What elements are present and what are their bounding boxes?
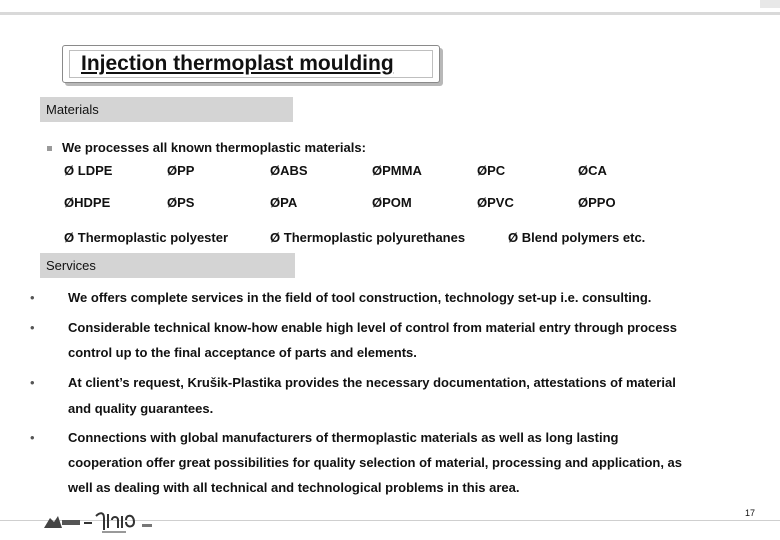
- materials-intro-text: We processes all known thermoplastic materials:: [62, 140, 366, 155]
- arrow-bullet-icon: Ø: [270, 195, 281, 210]
- material-item: [270, 163, 308, 178]
- arrow-bullet-icon: Ø: [372, 163, 383, 178]
- service-line: Considerable technical know-how enable high level of control from material entry through process: [68, 320, 677, 335]
- arrow-bullet-icon: Ø: [64, 163, 75, 178]
- arrow-bullet-icon: Ø: [167, 163, 178, 178]
- page-number: 17: [745, 508, 756, 518]
- service-line: well as dealing with all technical and technological problems in this area.: [68, 480, 520, 495]
- material-item: [372, 163, 422, 178]
- arrow-bullet-icon: Ø: [578, 195, 589, 210]
- arrow-bullet-icon: Ø: [167, 195, 178, 210]
- top-divider: [0, 12, 780, 15]
- material-label: POM: [382, 195, 412, 210]
- materials-intro: [47, 140, 366, 155]
- material-item: [372, 195, 412, 210]
- slide-title: Injection thermoplast moulding: [81, 52, 394, 75]
- arrow-bullet-icon: Ø: [270, 163, 281, 178]
- services-heading: Services: [46, 258, 96, 273]
- material-label: PPO: [588, 195, 616, 210]
- krusik-plastika-logo: [42, 510, 182, 536]
- arrow-bullet-icon: Ø: [477, 195, 488, 210]
- bullet-dot-icon: •: [30, 430, 35, 445]
- arrow-bullet-icon: Ø: [372, 195, 383, 210]
- material-item: [477, 163, 505, 178]
- material-label: LDPE: [77, 163, 113, 178]
- materials-heading-bar: [40, 97, 293, 122]
- service-line: control up to the final acceptance of parts and elements.: [68, 345, 417, 360]
- material-label: PVC: [487, 195, 514, 210]
- arrow-bullet-icon: Ø: [578, 163, 589, 178]
- service-line: Connections with global manufacturers of thermoplastic materials as well as long lasting: [68, 430, 619, 445]
- arrow-bullet-icon: Ø: [64, 195, 75, 210]
- arrow-bullet-icon: Ø: [270, 230, 281, 245]
- material-item: [64, 163, 112, 178]
- material-item: [578, 195, 616, 210]
- corner-decoration: [760, 0, 780, 8]
- material-label: PA: [280, 195, 298, 210]
- service-line: We offers complete services in the field of tool construction, technology set-up i.e. consulting.: [68, 290, 652, 305]
- material-item: [508, 230, 645, 245]
- material-label: PS: [177, 195, 195, 210]
- services-heading-bar: [40, 253, 295, 278]
- service-line: and quality guarantees.: [68, 401, 214, 416]
- material-label: CA: [588, 163, 607, 178]
- material-item: [64, 195, 110, 210]
- bullet-dot-icon: •: [30, 290, 35, 305]
- material-item: [64, 230, 228, 245]
- material-item: [167, 195, 194, 210]
- bullet-dot-icon: •: [30, 375, 35, 390]
- material-item: [477, 195, 514, 210]
- material-label: HDPE: [74, 195, 111, 210]
- arrow-bullet-icon: Ø: [477, 163, 488, 178]
- material-label: Thermoplastic polyurethanes: [283, 230, 466, 245]
- material-label: Blend polymers etc.: [521, 230, 646, 245]
- arrow-bullet-icon: Ø: [508, 230, 519, 245]
- materials-heading: Materials: [46, 102, 99, 117]
- material-item: [270, 195, 297, 210]
- material-label: ABS: [280, 163, 308, 178]
- material-item: [578, 163, 607, 178]
- material-label: PP: [177, 163, 195, 178]
- material-label: PC: [487, 163, 506, 178]
- bullet-dot-icon: •: [30, 320, 35, 335]
- service-line: cooperation offer great possibilities for quality selection of material, processing and application, as: [68, 455, 683, 470]
- material-item: [167, 163, 194, 178]
- service-line: At client’s request, Krušik-Plastika provides the necessary documentation, attestations of material: [68, 375, 676, 390]
- square-bullet-icon: [47, 146, 52, 151]
- material-item: [270, 230, 465, 245]
- title-frame: [62, 45, 440, 83]
- arrow-bullet-icon: Ø: [64, 230, 75, 245]
- material-label: PMMA: [382, 163, 422, 178]
- logo-mark: [44, 513, 152, 533]
- material-label: Thermoplastic polyester: [77, 230, 229, 245]
